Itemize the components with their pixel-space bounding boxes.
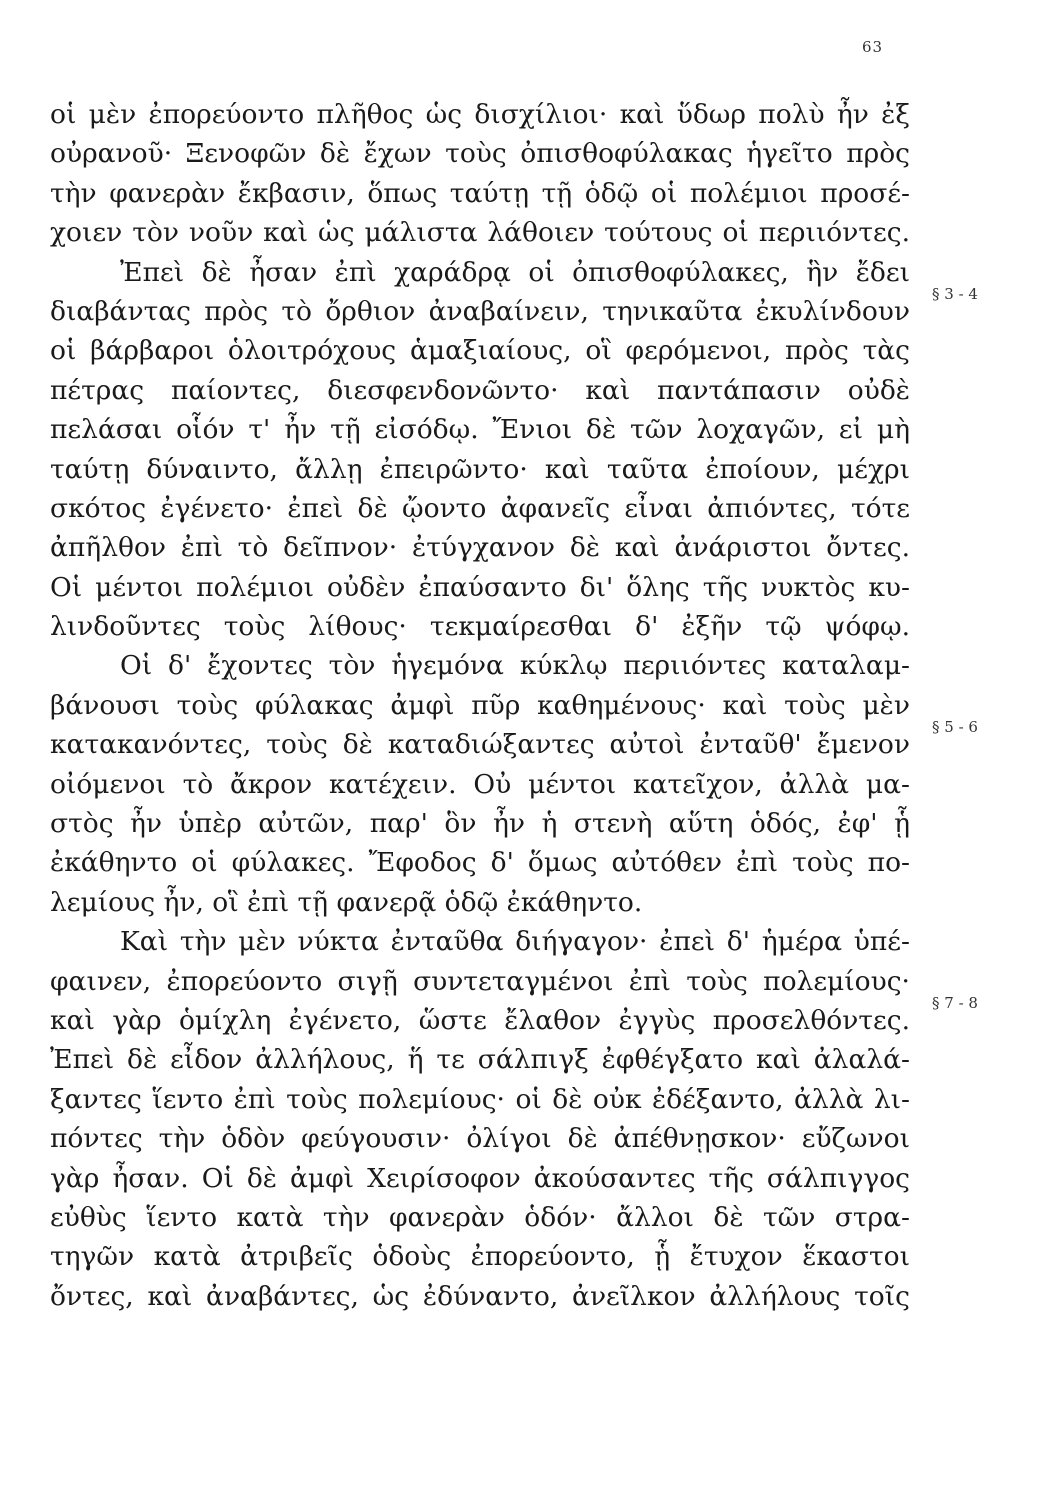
text-line: πέτρας παίοντες, διεσφενδονῶντο· καὶ παντάπασιν οὐδὲ: [50, 374, 910, 406]
text-line: γὰρ ἦσαν. Οἱ δὲ ἀμφὶ Χειρίσοφον ἀκούσαντες τῆς σάλπιγγος: [50, 1162, 910, 1194]
text-line: λεμίους ἦν, οἳ ἐπὶ τῇ φανερᾷ ὁδῷ ἐκάθηντο.: [50, 886, 643, 918]
greek-text-body: [50, 95, 910, 1316]
text-line: βάνουσι τοὺς φύλακας ἀμφὶ πῦρ καθημένους· καὶ τοὺς μὲν: [50, 689, 910, 721]
section-marker: § 3 - 4: [932, 285, 978, 303]
text-line: σκότος ἐγένετο· ἐπεὶ δὲ ᾤοντο ἀφανεῖς εἶναι ἀπιόντες, τότε: [50, 492, 910, 524]
text-line: ἀπῆλθον ἐπὶ τὸ δεῖπνον· ἐτύγχανον δὲ καὶ ἀνάριστοι ὄντες.: [50, 532, 910, 564]
text-line: φαινεν, ἐπορεύοντο σιγῇ συντεταγμένοι ἐπὶ τοὺς πολεμίους·: [50, 965, 910, 997]
text-line: πελάσαι οἷόν τ' ἦν τῇ εἰσόδῳ. Ἔνιοι δὲ τῶν λοχαγῶν, εἰ μὴ: [50, 414, 910, 446]
text-line: ἐκάθηντο οἱ φύλακες. Ἔφοδος δ' ὅμως αὐτόθεν ἐπὶ τοὺς πο-: [50, 847, 910, 879]
text-line: ξαντες ἵεντο ἐπὶ τοὺς πολεμίους· οἱ δὲ οὐκ ἐδέξαντο, ἀλλὰ λι-: [50, 1083, 910, 1115]
text-line: οἰόμενοι τὸ ἄκρον κατέχειν. Οὐ μέντοι κατεῖχον, ἀλλὰ μα-: [50, 768, 910, 800]
text-line: χοιεν τὸν νοῦν καὶ ὡς μάλιστα λάθοιεν τούτους οἱ περιιόντες.: [50, 217, 910, 249]
text-line: Καὶ τὴν μὲν νύκτα ἐνταῦθα διήγαγον· ἐπεὶ δ' ἡμέρα ὑπέ-: [120, 926, 910, 958]
text-line: λινδοῦντες τοὺς λίθους· τεκμαίρεσθαι δ' ἐξῆν τῷ ψόφῳ.: [50, 611, 910, 643]
text-line: εὐθὺς ἵεντο κατὰ τὴν φανερὰν ὁδόν· ἄλλοι δὲ τῶν στρα-: [50, 1201, 910, 1233]
text-line: στὸς ἦν ὑπὲρ αὐτῶν, παρ' ὃν ἦν ἡ στενὴ αὕτη ὁδός, ἐφ' ᾗ: [50, 808, 910, 840]
text-line: Οἱ δ' ἔχοντες τὸν ἡγεμόνα κύκλῳ περιιόντες καταλαμ-: [120, 650, 910, 682]
text-line: καὶ γὰρ ὁμίχλη ἐγένετο, ὥστε ἔλαθον ἐγγὺς προσελθόντες.: [50, 1004, 910, 1036]
text-line: πόντες τὴν ὁδὸν φεύγουσιν· ὀλίγοι δὲ ἀπέθνῃσκον· εὔζωνοι: [50, 1123, 910, 1155]
text-line: τηγῶν κατὰ ἀτριβεῖς ὁδοὺς ἐπορεύοντο, ᾗ ἔτυχον ἕκαστοι: [50, 1241, 910, 1273]
text-line: οἱ βάρβαροι ὁλοιτρόχους ἁμαξιαίους, οἳ φερόμενοι, πρὸς τὰς: [50, 335, 910, 367]
text-line: ὄντες, καὶ ἀναβάντες, ὡς ἐδύναντο, ἀνεῖλκον ἀλλήλους τοῖς: [50, 1280, 910, 1312]
text-line: ταύτῃ δύναιντο, ἄλλῃ ἐπειρῶντο· καὶ ταῦτα ἐποίουν, μέχρι: [50, 453, 910, 485]
page-number: 63: [862, 38, 884, 56]
text-line: διαβάντας πρὸς τὸ ὄρθιον ἀναβαίνειν, τηνικαῦτα ἐκυλίνδουν: [50, 295, 910, 327]
section-marker: § 7 - 8: [932, 994, 978, 1012]
text-line: Ἐπεὶ δὲ ἦσαν ἐπὶ χαράδρᾳ οἱ ὀπισθοφύλακες, ἣν ἔδει: [120, 256, 910, 288]
section-marker: § 5 - 6: [932, 718, 978, 736]
text-line: Ἐπεὶ δὲ εἶδον ἀλλήλους, ἥ τε σάλπιγξ ἐφθέγξατο καὶ ἀλαλά-: [50, 1044, 910, 1076]
text-line: τὴν φανερὰν ἔκβασιν, ὅπως ταύτῃ τῇ ὁδῷ οἱ πολέμιοι προσέ-: [50, 177, 910, 209]
text-line: κατακανόντες, τοὺς δὲ καταδιώξαντες αὐτοὶ ἐνταῦθ' ἔμενον: [50, 729, 910, 761]
text-line: οἱ μὲν ἐπορεύοντο πλῆθος ὡς δισχίλιοι· καὶ ὕδωρ πολὺ ἦν ἐξ: [50, 99, 910, 130]
text-line: οὐρανοῦ· Ξενοφῶν δὲ ἔχων τοὺς ὀπισθοφύλακας ἡγεῖτο πρὸς: [50, 138, 910, 170]
text-line: Οἱ μέντοι πολέμιοι οὐδὲν ἐπαύσαντο δι' ὅλης τῆς νυκτὸς κυ-: [50, 571, 910, 603]
